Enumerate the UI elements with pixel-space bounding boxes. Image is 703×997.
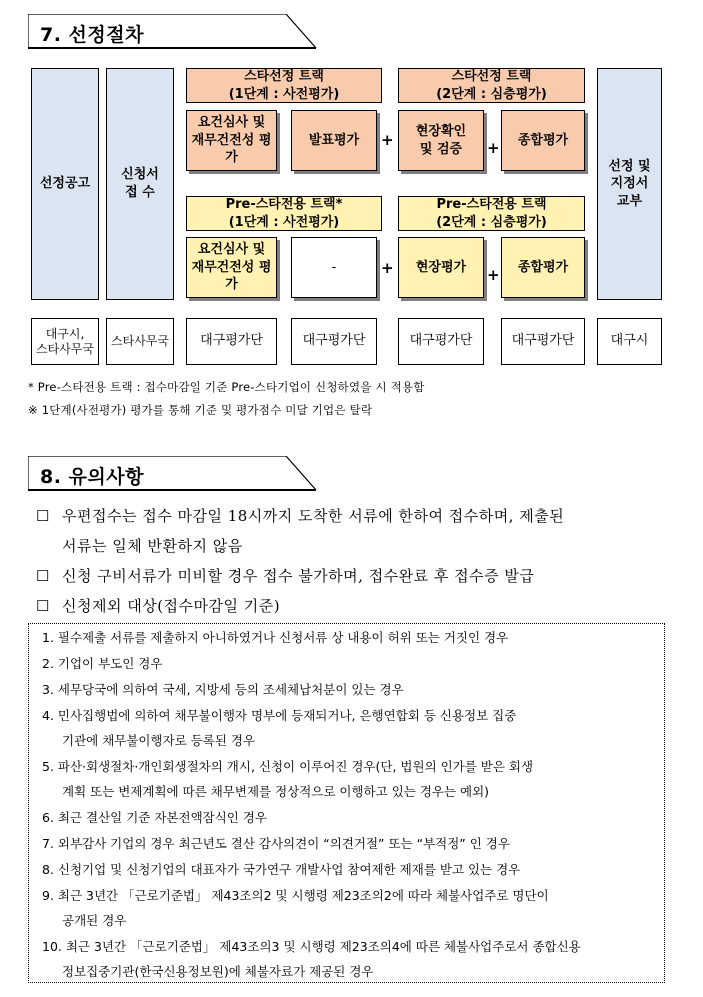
exclusion-item-continuation: 계획 또는 변제계획에 따른 채무변제를 정상적으로 이행하고 있는 경우는 예외) [62, 784, 490, 799]
section-7-title: 7. 선정절차 [40, 24, 144, 46]
announce-step: 선정공고 [31, 68, 99, 300]
final-step: 선정 및 지정서 교부 [597, 68, 662, 300]
exclusion-item: 1. 필수제출 서류를 제출하지 아니하였거나 신청서류 상 내용이 허위 또는 거짓인 경우 [42, 630, 509, 645]
prestar-site-eval: 현장평가 [398, 237, 484, 298]
exclusion-item-continuation: 기관에 채무불이행자로 등록된 경우 [62, 733, 256, 748]
exclusion-item: 4. 민사집행법에 의하여 채무불이행자 명부에 등재되거나, 은행연합회 등 신용정보 집중 [42, 708, 517, 723]
star-presentation-eval: 발표평가 [291, 110, 377, 171]
checkbox-icon: ☐ [36, 597, 50, 615]
section-7-header [28, 14, 318, 50]
plus-sign: + [487, 139, 500, 157]
checkbox-icon: ☐ [36, 567, 50, 585]
prestar-track-stage1-header: Pre-스타전용 트랙* (1단계 : 사전평가) [186, 196, 382, 231]
exclusion-item: 8. 신청기업 및 신청기업의 대표자가 국가연구 개발사업 참여제한 제재를 받고 있는 경우 [42, 862, 521, 877]
notice-item: ☐ 신청제외 대상(접수마감일 기준) [36, 597, 281, 615]
exclusion-item: 2. 기업이 부도인 경우 [42, 656, 163, 671]
exclusion-item: 5. 파산·회생절차·개인회생절차의 개시, 신청이 이루어진 경우(단, 법원의 인가를 받은 회생 [42, 759, 534, 774]
exclusion-item-continuation: 정보집중기관(한국신용정보원)에 체불자료가 제공된 경우 [62, 964, 374, 979]
star-site-verify: 현장확인 및 검증 [398, 110, 484, 171]
plus-sign: + [487, 266, 500, 284]
apply-step: 신청서 접 수 [106, 68, 174, 300]
owner-box: 스타사무국 [106, 318, 174, 365]
owner-box: 대구시 [597, 318, 662, 365]
plus-sign: + [381, 131, 394, 149]
exclusion-item-continuation: 공개된 경우 [62, 913, 127, 928]
plus-sign: + [381, 259, 394, 277]
owner-box: 대구시, 스타사무국 [31, 318, 99, 365]
owner-box: 대구평가단 [501, 318, 585, 365]
prestar-overall-eval: 종합평가 [501, 237, 585, 298]
owner-box: 대구평가단 [291, 318, 377, 365]
exclusion-item: 3. 세무당국에 의하여 국세, 지방세 등의 조세체납처분이 있는 경우 [42, 682, 404, 697]
note-elimination: ※ 1단계(사전평가) 평가를 통해 기준 및 평가점수 미달 기업은 탈락 [28, 403, 373, 417]
star-track-stage1-header: 스타선정 트랙 (1단계 : 사전평가) [186, 68, 382, 103]
exclusion-item: 6. 최근 결산일 기준 자본전액잠식인 경우 [42, 810, 267, 825]
section-8-title: 8. 유의사항 [40, 466, 144, 488]
prestar-requirement-review: 요건심사 및 재무건전성 평가 [186, 237, 277, 298]
owner-box: 대구평가단 [398, 318, 484, 365]
star-track-stage2-header: 스타선정 트랙 (2단계 : 심층평가) [398, 68, 585, 103]
exclusion-list-box [28, 623, 665, 983]
exclusion-item: 7. 외부감사 기업의 경우 최근년도 결산 감사의견이 “의견거절” 또는 “부적정” 인 경우 [42, 836, 510, 851]
owner-box: 대구평가단 [186, 318, 277, 365]
prestar-empty-step: - [291, 237, 377, 298]
exclusion-item: 10. 최근 3년간 「근로기준법」 제43조의3 및 시행령 제23조의4에 따른 체불사업주로서 종합신용 [42, 939, 581, 954]
notice-item-continuation: 서류는 일체 반환하지 않음 [62, 537, 243, 555]
star-requirement-review: 요건심사 및 재무건전성 평가 [186, 110, 277, 171]
section-8-header [28, 456, 318, 492]
exclusion-item: 9. 최근 3년간 「근로기준법」 제43조의2 및 시행령 제23조의2에 따라 체불사업주로 명단이 [42, 888, 549, 903]
note-prestar: * Pre-스타전용 트랙 : 접수마감일 기준 Pre-스타기업이 신청하였을 시 적용함 [28, 380, 425, 394]
notice-item: ☐ 우편접수는 접수 마감일 18시까지 도착한 서류에 한하여 접수하며, 제출된 [36, 507, 565, 525]
notice-item: ☐ 신청 구비서류가 미비할 경우 접수 불가하며, 접수완료 후 접수증 발급 [36, 567, 535, 585]
star-overall-eval: 종합평가 [501, 110, 585, 171]
prestar-track-stage2-header: Pre-스타전용 트랙 (2단계 : 심층평가) [398, 196, 585, 231]
checkbox-icon: ☐ [36, 507, 50, 525]
